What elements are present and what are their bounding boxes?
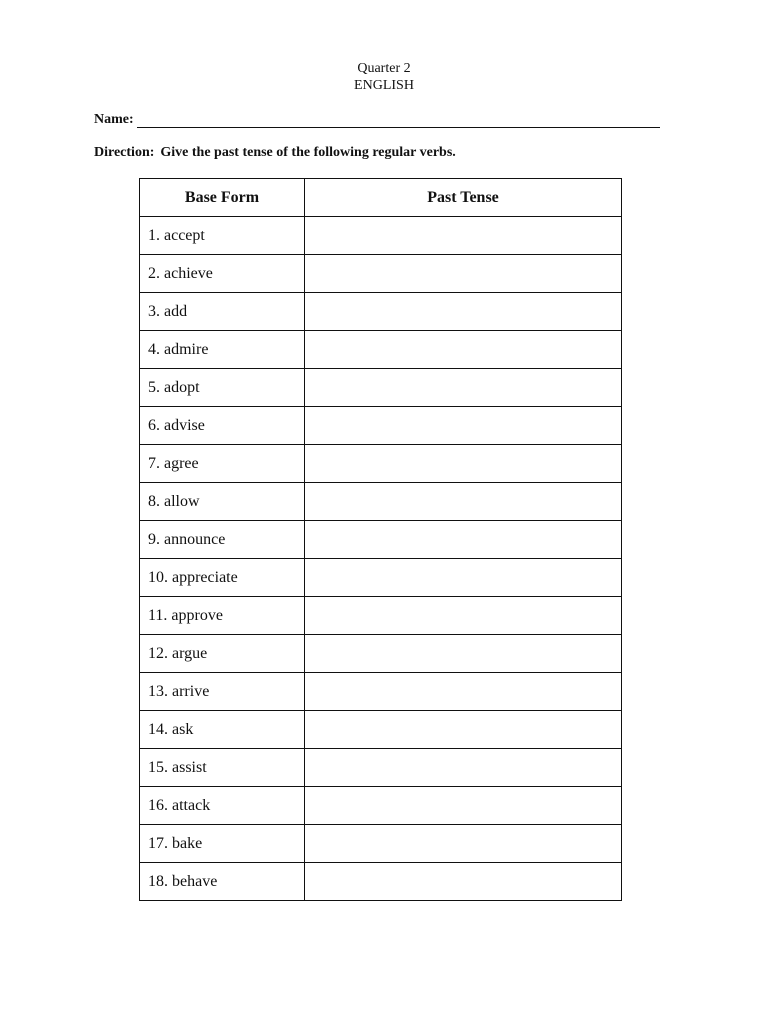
direction-label: Direction: bbox=[94, 145, 155, 160]
base-form-cell: 6. advise bbox=[140, 407, 305, 445]
base-form-cell: 5. adopt bbox=[140, 369, 305, 407]
base-form-cell: 11. approve bbox=[140, 597, 305, 635]
direction-text: Give the past tense of the following regular verbs. bbox=[160, 145, 456, 160]
base-form-cell: 12. argue bbox=[140, 635, 305, 673]
table-row bbox=[140, 711, 622, 749]
table-row bbox=[140, 825, 622, 863]
verb-table bbox=[139, 178, 622, 901]
past-tense-answer-cell[interactable] bbox=[305, 369, 622, 407]
past-tense-answer-cell[interactable] bbox=[305, 825, 622, 863]
table-row bbox=[140, 635, 622, 673]
table-row bbox=[140, 483, 622, 521]
table-row bbox=[140, 863, 622, 901]
past-tense-answer-cell[interactable] bbox=[305, 521, 622, 559]
table-row bbox=[140, 255, 622, 293]
past-tense-answer-cell[interactable] bbox=[305, 635, 622, 673]
name-row bbox=[94, 110, 660, 128]
base-form-cell: 3. add bbox=[140, 293, 305, 331]
past-tense-answer-cell[interactable] bbox=[305, 673, 622, 711]
past-tense-answer-cell[interactable] bbox=[305, 711, 622, 749]
name-label: Name: bbox=[94, 112, 134, 127]
quarter-title: Quarter 2 bbox=[357, 61, 411, 76]
base-form-cell: 1. accept bbox=[140, 217, 305, 255]
base-form-cell: 16. attack bbox=[140, 787, 305, 825]
name-blank-line[interactable] bbox=[137, 113, 660, 128]
base-form-cell: 7. agree bbox=[140, 445, 305, 483]
table-row bbox=[140, 217, 622, 255]
base-form-cell: 4. admire bbox=[140, 331, 305, 369]
table-row bbox=[140, 597, 622, 635]
past-tense-answer-cell[interactable] bbox=[305, 331, 622, 369]
base-form-cell: 15. assist bbox=[140, 749, 305, 787]
table-row bbox=[140, 787, 622, 825]
past-tense-answer-cell[interactable] bbox=[305, 597, 622, 635]
base-form-cell: 13. arrive bbox=[140, 673, 305, 711]
table-header-row bbox=[140, 179, 622, 217]
table-row bbox=[140, 559, 622, 597]
past-tense-answer-cell[interactable] bbox=[305, 787, 622, 825]
table-row bbox=[140, 673, 622, 711]
base-form-cell: 8. allow bbox=[140, 483, 305, 521]
table-row bbox=[140, 293, 622, 331]
past-tense-answer-cell[interactable] bbox=[305, 217, 622, 255]
past-tense-answer-cell[interactable] bbox=[305, 407, 622, 445]
base-form-cell: 10. appreciate bbox=[140, 559, 305, 597]
past-tense-answer-cell[interactable] bbox=[305, 559, 622, 597]
base-form-cell: 18. behave bbox=[140, 863, 305, 901]
table-row bbox=[140, 369, 622, 407]
base-form-cell: 2. achieve bbox=[140, 255, 305, 293]
base-form-cell: 14. ask bbox=[140, 711, 305, 749]
table-row bbox=[140, 407, 622, 445]
base-form-cell: 9. announce bbox=[140, 521, 305, 559]
past-tense-answer-cell[interactable] bbox=[305, 749, 622, 787]
past-tense-answer-cell[interactable] bbox=[305, 483, 622, 521]
table-row bbox=[140, 749, 622, 787]
base-form-cell: 17. bake bbox=[140, 825, 305, 863]
past-tense-answer-cell[interactable] bbox=[305, 863, 622, 901]
table-row bbox=[140, 331, 622, 369]
header-base-form: Base Form bbox=[140, 179, 305, 217]
direction-line bbox=[94, 145, 456, 161]
worksheet-header bbox=[0, 60, 768, 94]
table-row bbox=[140, 445, 622, 483]
header-past-tense: Past Tense bbox=[305, 179, 622, 217]
subject-title: ENGLISH bbox=[354, 78, 414, 93]
past-tense-answer-cell[interactable] bbox=[305, 293, 622, 331]
table-row bbox=[140, 521, 622, 559]
past-tense-answer-cell[interactable] bbox=[305, 255, 622, 293]
past-tense-answer-cell[interactable] bbox=[305, 445, 622, 483]
